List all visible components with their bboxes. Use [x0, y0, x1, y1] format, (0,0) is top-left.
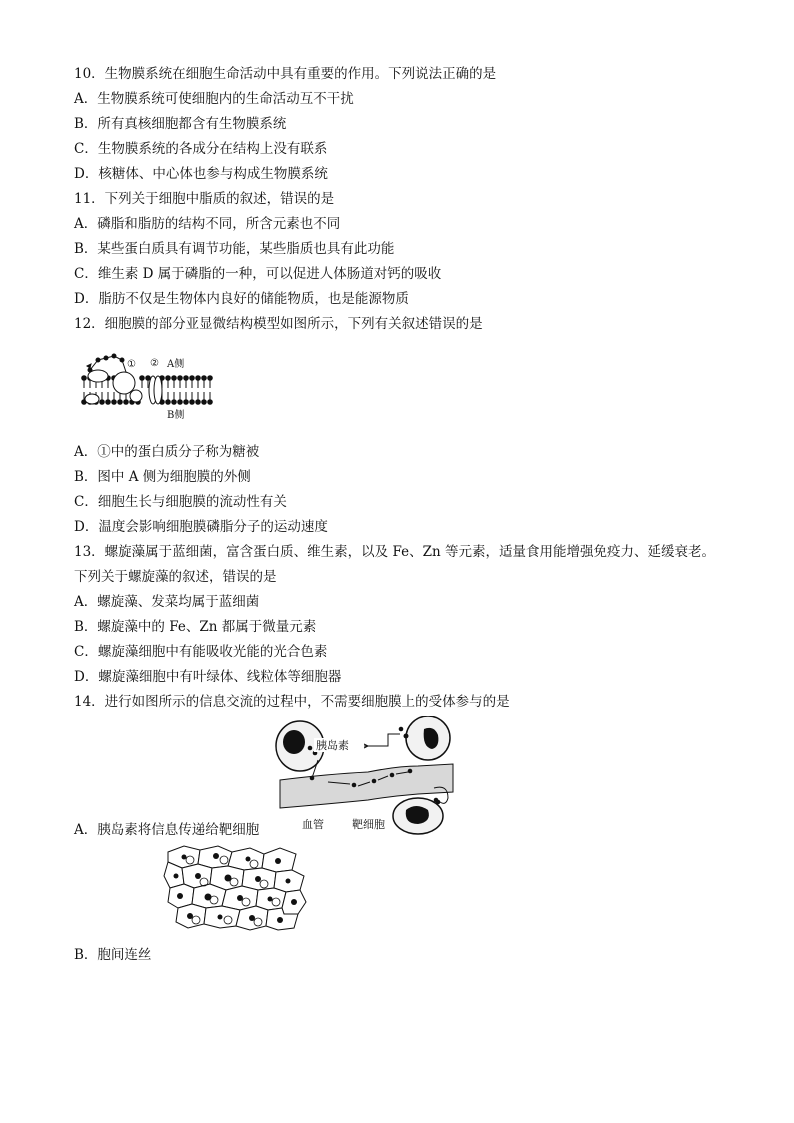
plasmodesmata-figure — [160, 842, 310, 937]
q10-stem: 10．生物膜系统在细胞生命活动中具有重要的作用。下列说法正确的是 — [74, 66, 497, 82]
q13-option-c: C．螺旋藻细胞中有能吸收光能的光合色素 — [74, 644, 328, 660]
q12-option-b: B．图中 A 侧为细胞膜的外侧 — [74, 469, 251, 485]
insulin-diagram — [268, 716, 468, 836]
q10-option-b: B．所有真核细胞都含有生物膜系统 — [74, 116, 287, 132]
q12-stem: 12．细胞膜的部分亚显微结构模型如图所示，下列有关叙述错误的是 — [74, 316, 483, 332]
insulin-label-vessel: 血管 — [302, 818, 324, 831]
membrane-side-a: A侧 — [167, 359, 185, 370]
q10-option-d: D．核糖体、中心体也参与构成生物膜系统 — [74, 166, 328, 182]
q12-option-d: D．温度会影响细胞膜磷脂分子的运动速度 — [74, 519, 328, 535]
insulin-label-target: 靶细胞 — [352, 818, 385, 831]
membrane-label-1: ① — [127, 359, 136, 370]
insulin-figure — [268, 716, 468, 836]
q11-option-d: D．脂肪不仅是生物体内良好的储能物质，也是能源物质 — [74, 291, 409, 307]
q13-option-b: B．螺旋藻中的 Fe、Zn 都属于微量元素 — [74, 619, 317, 635]
q11-stem: 11．下列关于细胞中脂质的叙述，错误的是 — [74, 191, 335, 207]
q14-option-b: B．胞间连丝 — [74, 947, 152, 963]
q13-option-a: A．螺旋藻、发菜均属于蓝细菌 — [74, 594, 260, 610]
q11-option-b: B．某些蛋白质具有调节功能，某些脂质也具有此功能 — [74, 241, 395, 257]
membrane-figure — [78, 350, 218, 422]
q14-option-a: A．胰岛素将信息传递给靶细胞 — [74, 822, 260, 838]
membrane-side-b: B侧 — [167, 410, 185, 421]
membrane-diagram — [78, 350, 218, 422]
q12-option-c: C．细胞生长与细胞膜的流动性有关 — [74, 494, 287, 510]
q11-option-a: A．磷脂和脂肪的结构不同，所含元素也不同 — [74, 216, 341, 232]
q14-stem: 14．进行如图所示的信息交流的过程中，不需要细胞膜上的受体参与的是 — [74, 694, 510, 710]
q12-option-a: A．①中的蛋白质分子称为糖被 — [74, 444, 260, 460]
q11-option-c: C．维生素 D 属于磷脂的一种，可以促进人体肠道对钙的吸收 — [74, 266, 442, 282]
q13-option-d: D．螺旋藻细胞中有叶绿体、线粒体等细胞器 — [74, 669, 342, 685]
membrane-label-2: ② — [150, 358, 159, 369]
q10-option-c: C．生物膜系统的各成分在结构上没有联系 — [74, 141, 328, 157]
q10-option-a: A．生物膜系统可使细胞内的生命活动互不干扰 — [74, 91, 354, 107]
insulin-label-hormone: 胰岛素 — [316, 739, 349, 752]
q13-stem-cont: 下列关于螺旋藻的叙述，错误的是 — [74, 569, 277, 585]
q13-stem: 13．螺旋藻属于蓝细菌，富含蛋白质、维生素，以及 Fe、Zn 等元素，适量食用能增强免疫力、延缓衰老。 — [74, 544, 715, 560]
plasmodesmata-diagram — [160, 842, 310, 937]
